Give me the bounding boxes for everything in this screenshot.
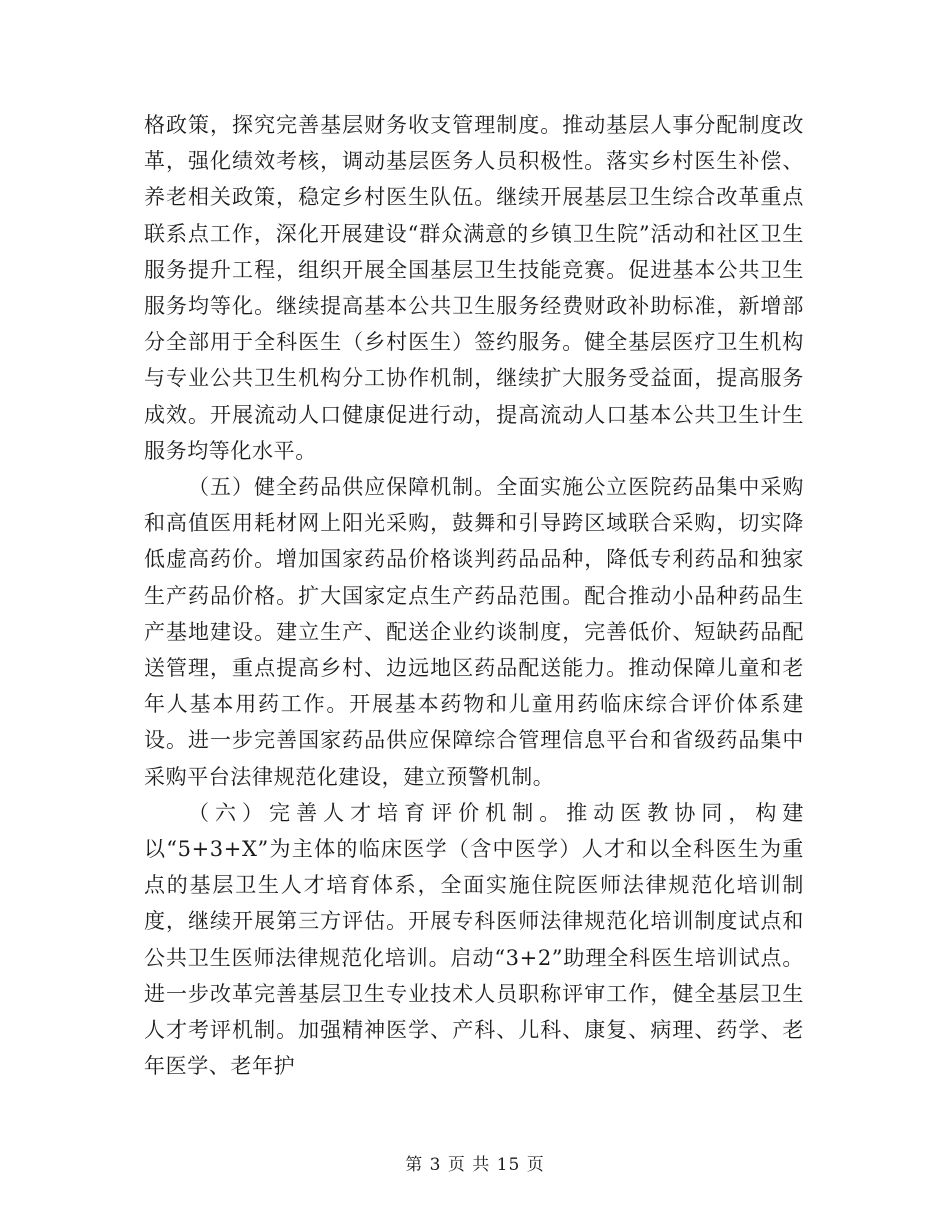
- paragraph-section-five: （五）健全药品供应保障机制。全面实施公立医院药品集中采购和高值医用耗材网上阳光采购，鼓舞和引导跨区域联合采购，切实降低虚高药价。增加国家药品价格谈判药品品种，降低专利药品和独家生产药品价格。扩大国家定点生产药品范围。配合推动小品种药品生产基地建设。建立生产、配送企业约谈制度，完善低价、短缺药品配送管理，重点提高乡村、边远地区药品配送能力。推动保障儿童和老年人基本用药工作。开展基本药物和儿童用药临床综合评价体系建设。进一步完善国家药品供应保障综合管理信息平台和省级药品集中采购平台法律规范化建设，建立预警机制。: [144, 475, 804, 789]
- paragraph-continued: 格政策，探究完善基层财务收支管理制度。推动基层人事分配制度改革，强化绩效考核，调动基层医务人员积极性。落实乡村医生补偿、养老相关政策，稳定乡村医生队伍。继续开展基层卫生综合改革重点联系点工作，深化开展建设“群众满意的乡镇卫生院”活动和社区卫生服务提升工程，组织开展全国基层卫生技能竞赛。促进基本公共卫生服务均等化。继续提高基本公共卫生服务经费财政补助标准，新增部分全部用于全科医生（乡村医生）签约服务。健全基层医疗卫生机构与专业公共卫生机构分工协作机制，继续扩大服务受益面，提高服务成效。开展流动人口健康促进行动，提高流动人口基本公共卫生计生服务均等化水平。: [144, 113, 804, 463]
- page-number-footer: 第 3 页 共 15 页: [405, 1155, 545, 1175]
- document-body: [144, 107, 804, 1084]
- paragraph-section-six: （六）完善人才培育评价机制。推动医教协同，构建以“5+3+X”为主体的临床医学（含中医学）人才和以全科医生为重点的基层卫生人才培育体系，全面实施住院医师法律规范化培训制度，继续开展第三方评估。开展专科医师法律规范化培训制度试点和公共卫生医师法律规范化培训。启动“3+2”助理全科医生培训试点。进一步改革完善基层卫生专业技术人员职称评审工作，健全基层卫生人才考评机制。加强精神医学、产科、儿科、康复、病理、药学、老年医学、老年护: [144, 800, 804, 1079]
